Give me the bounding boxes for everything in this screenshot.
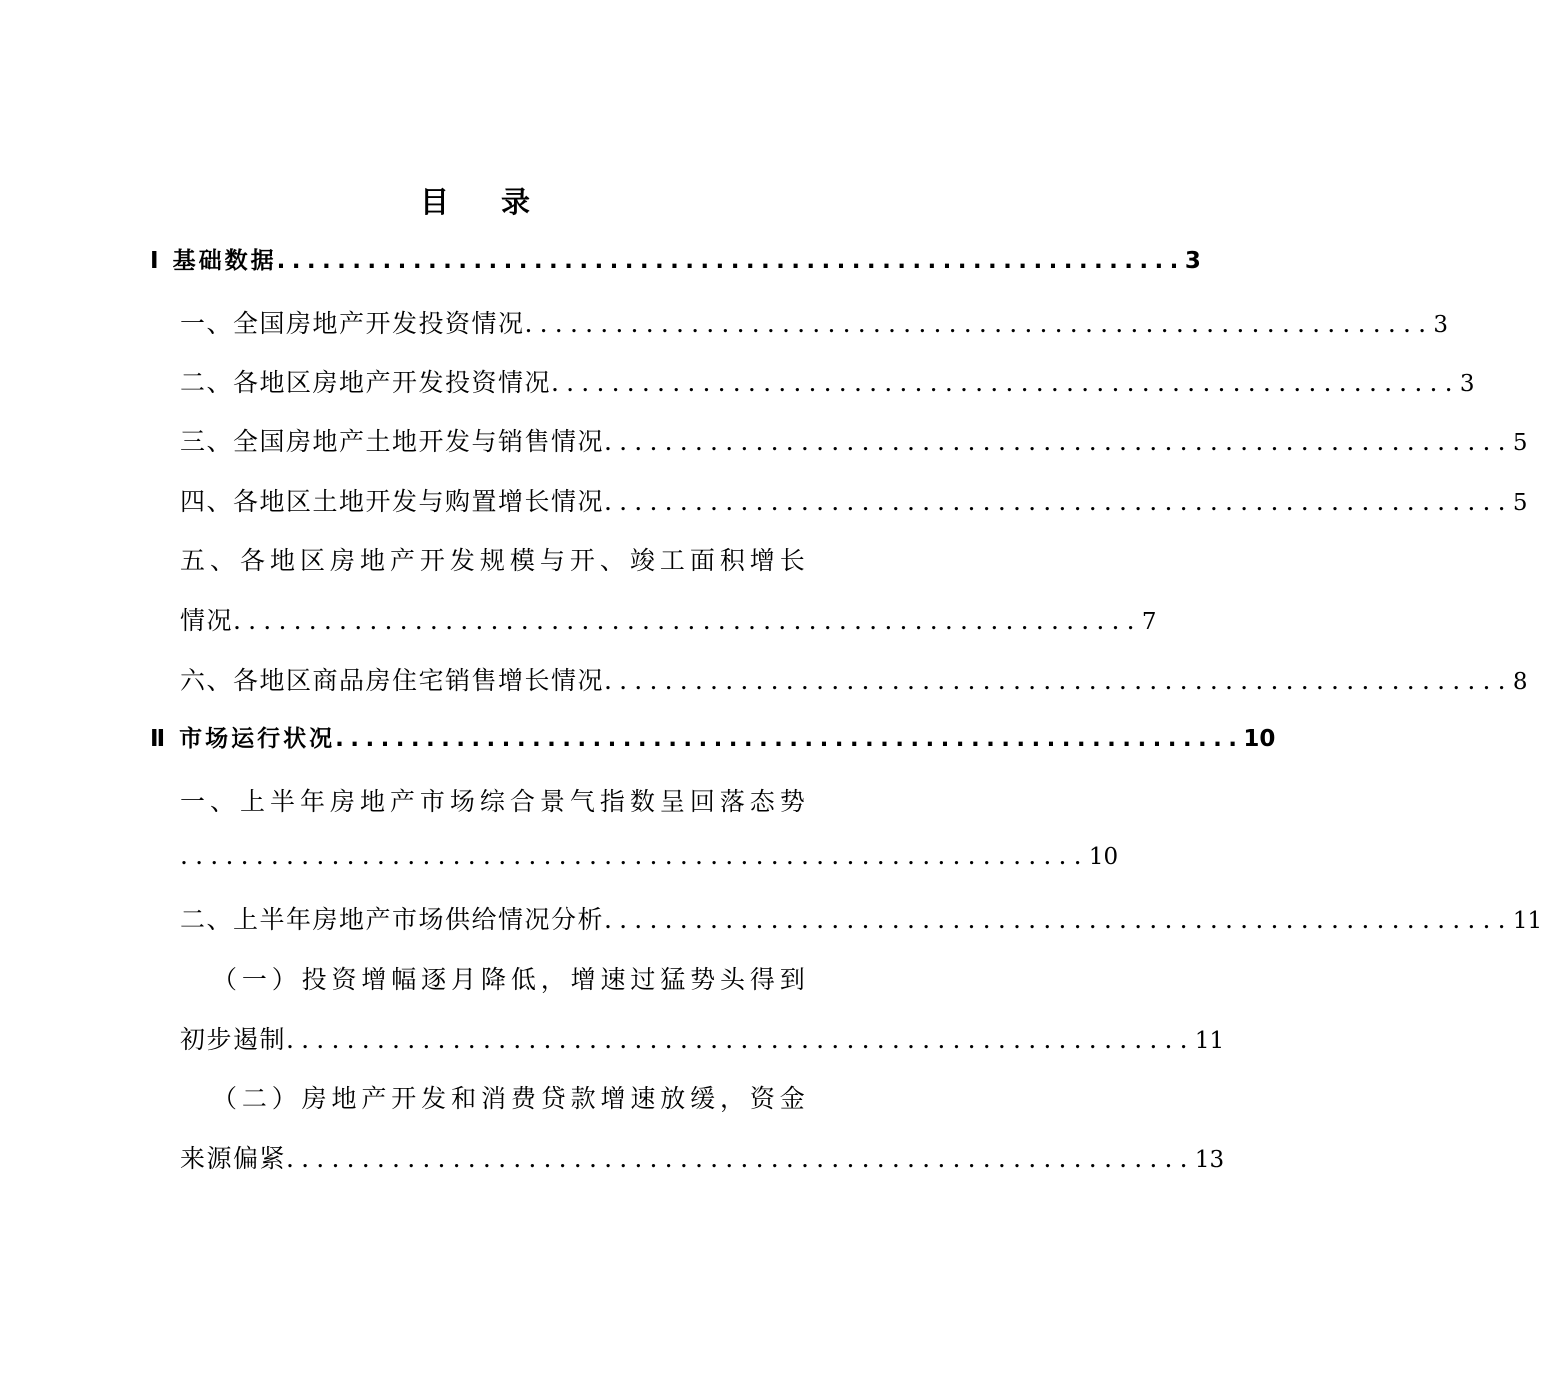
toc-entry-first-line[interactable]: （二）房地产开发和消费贷款增速放缓，资金 [212,1084,806,1113]
toc-section-2[interactable] [150,720,1276,753]
toc-page-number: 7 [1141,609,1157,635]
toc-entry[interactable] [180,900,1542,936]
toc-entry[interactable] [180,1139,1225,1175]
toc-entry-label: 二、各地区房地产开发投资情况 [180,368,552,397]
toc-entry[interactable] [180,661,1528,697]
toc-page-number: 5 [1512,430,1528,456]
toc-entry[interactable] [180,363,1475,399]
toc-page-number: 3 [1433,312,1448,338]
toc-entry-first-line[interactable]: （一）投资增幅逐月降低，增速过猛势头得到 [212,965,806,994]
toc-page-number: 3 [1459,371,1475,397]
toc-page-number: 11 [1194,1028,1225,1054]
toc-leader-dots: ............................................................ [233,606,1142,635]
toc-entry-label: 一、全国房地产开发投资情况 [180,309,525,338]
toc-page-number: 10 [1088,844,1119,870]
toc-leader-dots: ............................................................ [604,427,1513,456]
toc-entry-first-line[interactable]: 五、各地区房地产开发规模与开、竣工面积增长 [180,546,806,575]
toc-page-number: 5 [1512,490,1528,516]
toc-leader-dots: ............................................................ [276,248,1185,274]
toc-leader-dots: ............................................................ [604,666,1513,695]
toc-page-number: 10 [1243,726,1276,752]
toc-section-label: Ⅱ 市场运行状况 [150,726,336,752]
toc-page-number: 8 [1512,669,1528,695]
toc-page-number: 3 [1184,248,1201,274]
toc-entry-label: 六、各地区商品房住宅销售增长情况 [180,666,605,695]
toc-entry[interactable] [180,1020,1225,1056]
toc-leader-dots: ............................................................ [335,726,1244,752]
toc-leader-dots: ............................................................ [286,1144,1195,1173]
toc-leader-dots: ............................................................ [180,841,1089,870]
toc-entry[interactable] [180,304,1448,340]
toc-section-label: Ⅰ 基础数据 [150,248,277,274]
toc-entry-label: 来源偏紧 [180,1144,287,1173]
toc-entry[interactable] [180,841,1119,870]
toc-leader-dots: ............................................................ [551,368,1460,397]
toc-entry-label: 二、上半年房地产市场供给情况分析 [180,905,605,934]
toc-entry-label: 情况 [180,606,234,635]
toc-title-char-2: 录 [501,185,531,219]
toc-entry[interactable] [180,482,1528,518]
toc-entry-label: 初步遏制 [180,1025,287,1054]
toc-entry-label: 三、全国房地产土地开发与销售情况 [180,427,605,456]
toc-page-number: 11 [1512,908,1542,934]
toc-entry-first-line[interactable]: 一、上半年房地产市场综合景气指数呈回落态势 [180,787,806,816]
toc-leader-dots: ............................................................ [524,309,1434,338]
toc-leader-dots: ............................................................ [286,1025,1195,1054]
toc-title-char-1: 目 [419,185,449,219]
toc-entry[interactable] [180,601,1157,637]
toc-section-1[interactable] [150,242,1201,275]
toc-leader-dots: ............................................................ [604,905,1513,934]
toc-entry-label: 四、各地区土地开发与购置增长情况 [180,487,605,516]
toc-title [0,180,950,221]
toc-leader-dots: ............................................................ [604,487,1513,516]
toc-entry[interactable] [180,422,1528,458]
toc-page-number: 13 [1194,1147,1225,1173]
